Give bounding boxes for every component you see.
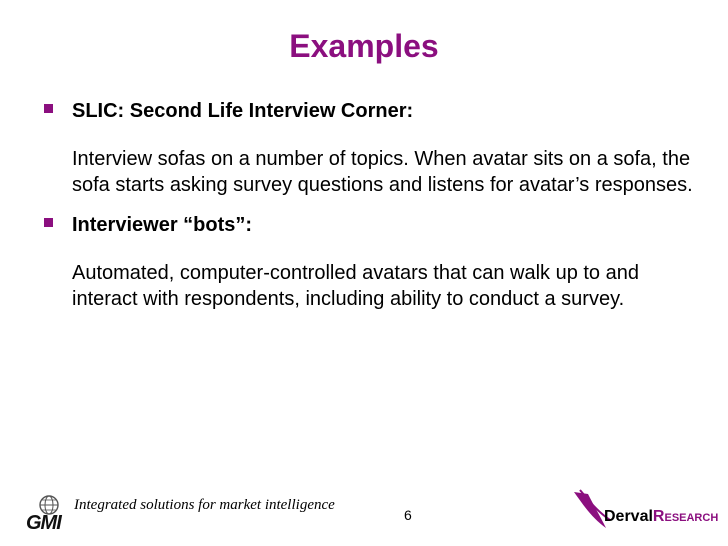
derval-research-text	[604, 508, 718, 526]
bullet-list	[42, 96, 702, 312]
derval-text-part1: Derval	[604, 508, 653, 525]
bullet-heading: Interviewer “bots”:	[72, 214, 253, 236]
gmi-logo-text: GMI	[26, 512, 61, 534]
bullet-square-icon	[44, 218, 53, 227]
derval-text-part2: Research	[652, 508, 719, 525]
footer-tagline: Integrated solutions for market intelligence	[74, 497, 335, 513]
bullet-body: Automated, computer-controlled avatars that can walk up to and interact with respondents, including ability to conduct a survey.	[72, 262, 639, 310]
bullet-item	[42, 96, 702, 198]
page-number: 6	[404, 507, 412, 523]
slide-title: Examples	[289, 28, 439, 64]
bullet-body: Interview sofas on a number of topics. When avatar sits on a sofa, the sofa starts asking survey questions and listens for avatar’s responses.	[72, 148, 693, 196]
bullet-item	[42, 210, 702, 312]
bullet-square-icon	[44, 104, 53, 113]
bullet-heading: SLIC: Second Life Interview Corner:	[72, 100, 414, 122]
